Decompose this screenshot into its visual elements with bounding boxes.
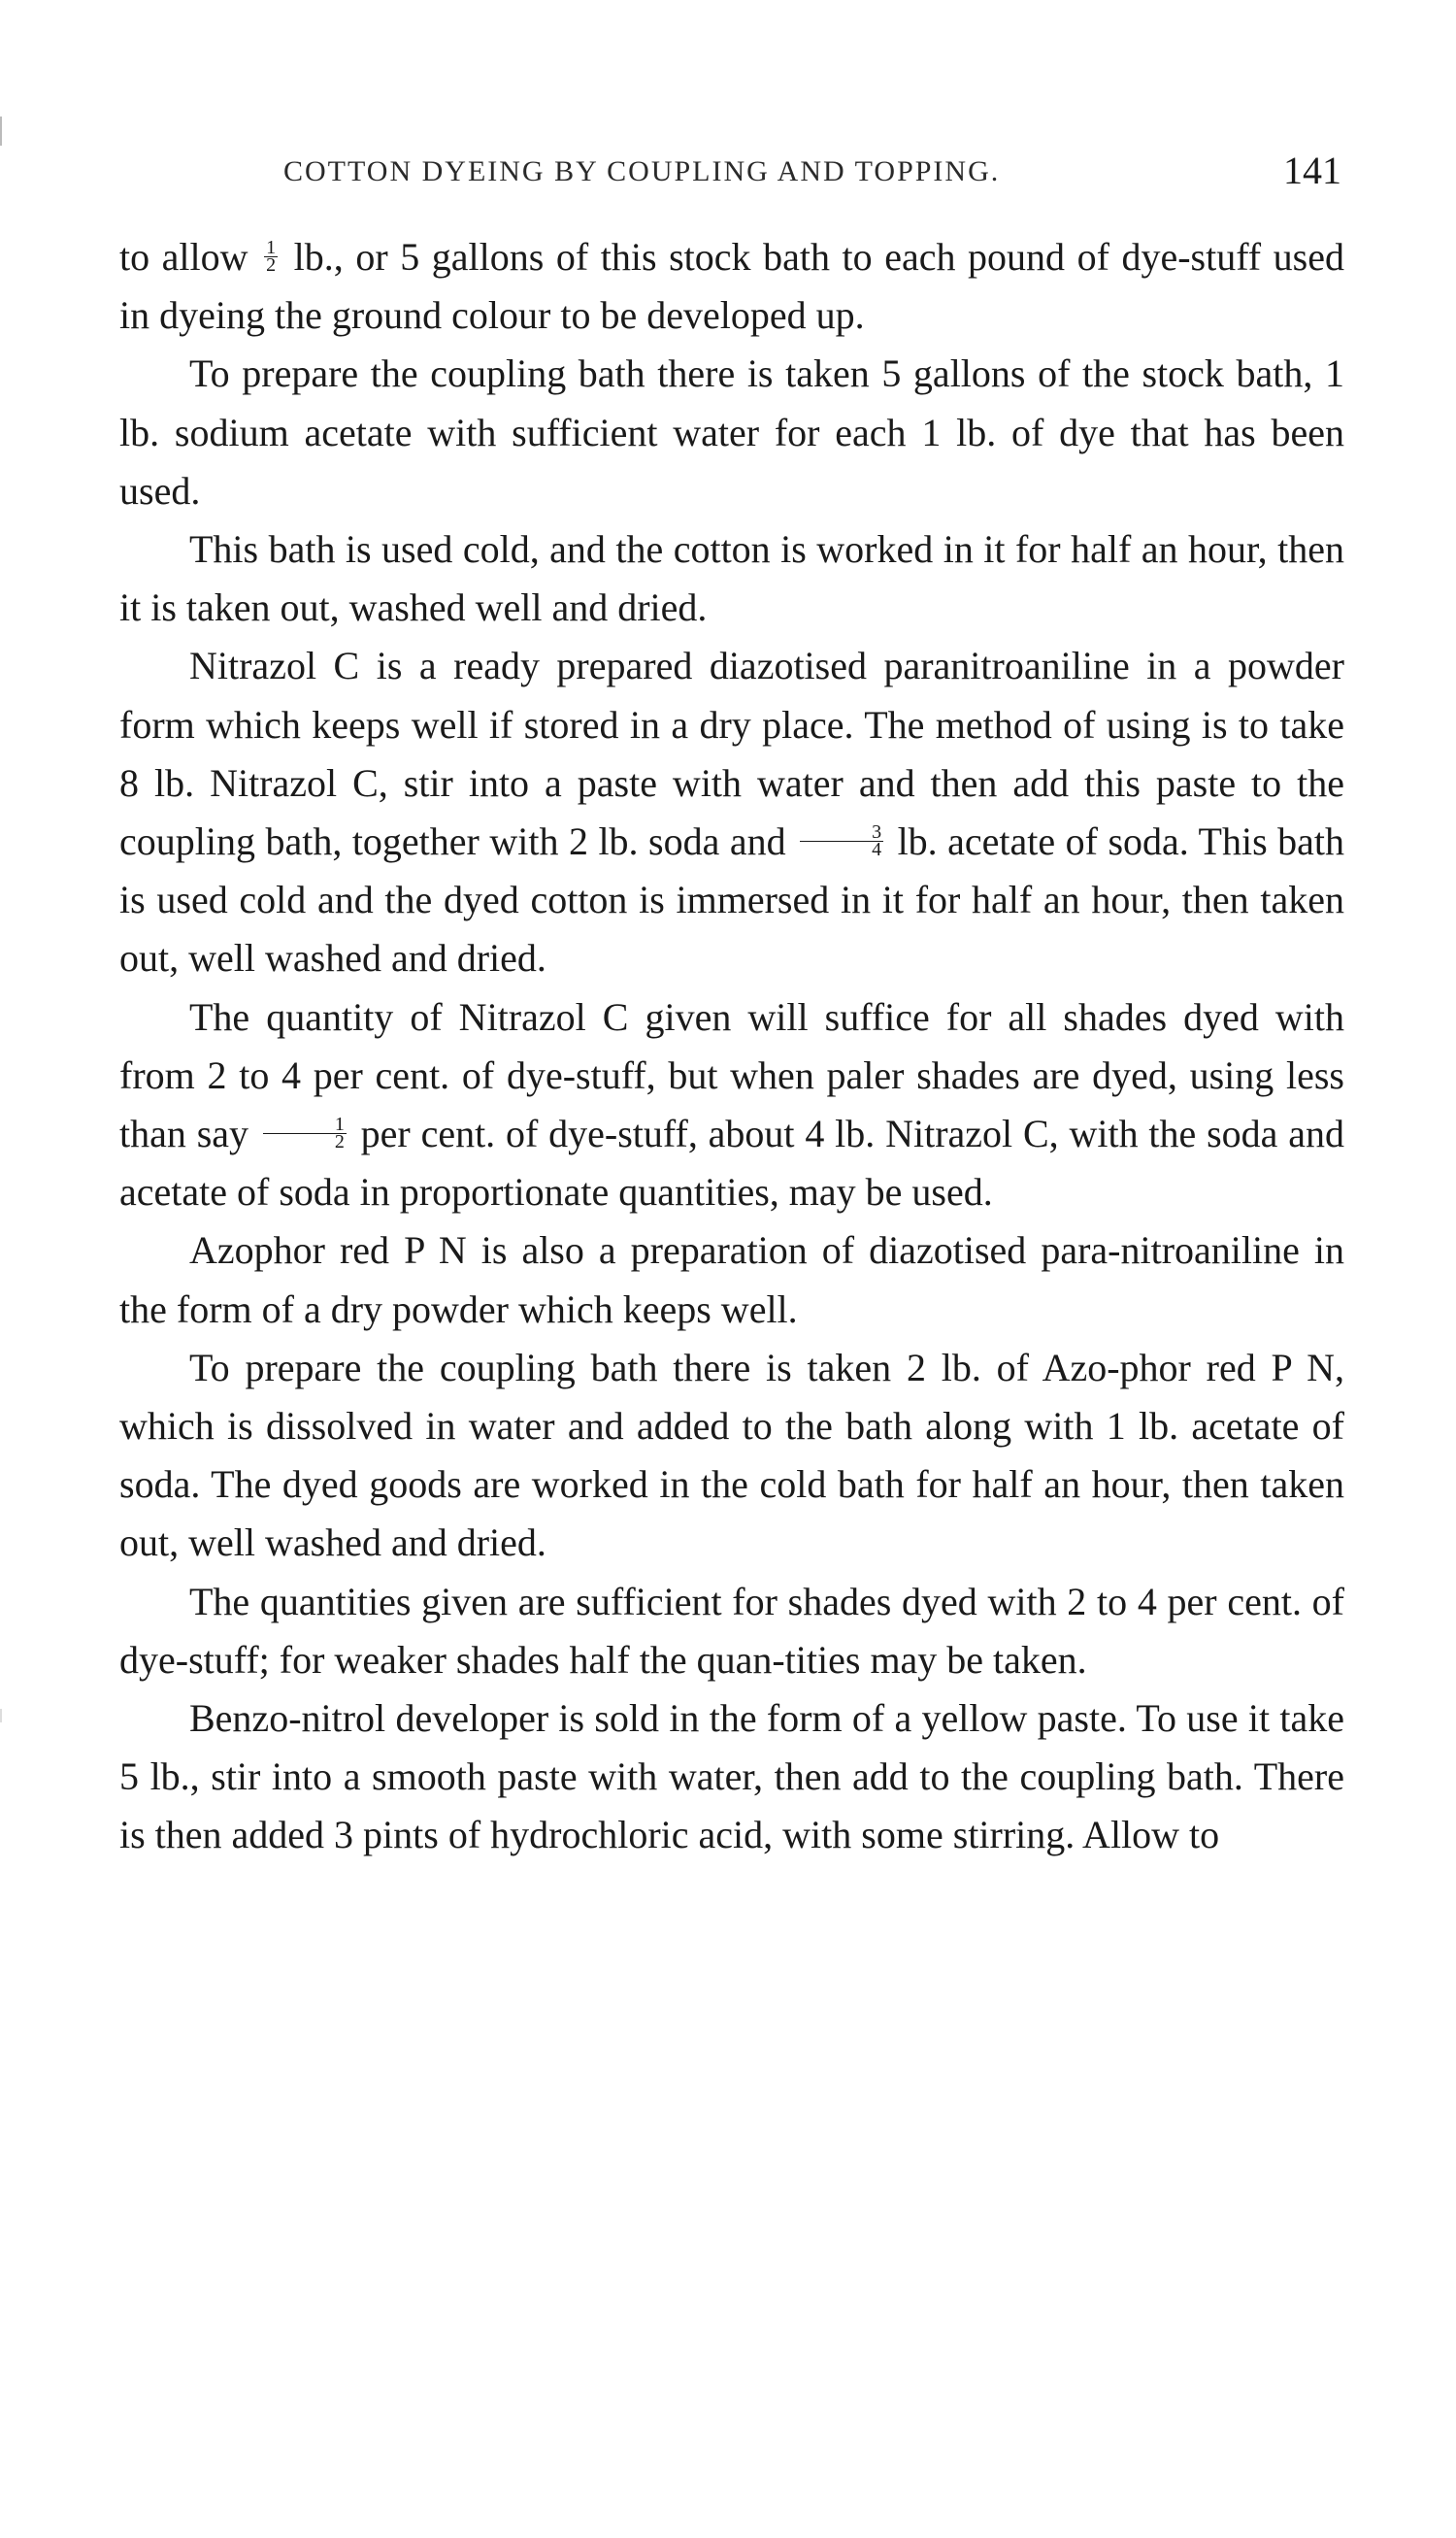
paragraph-text: per cent. of dye-stuff, about 4 lb. Nitrazol C, with the soda and acetate of soda in proportionate quantities, may be used.: [119, 1112, 1344, 1215]
paragraph: [119, 1689, 1344, 1865]
paragraph: [119, 1221, 1344, 1338]
fraction-numerator: 3: [800, 824, 883, 842]
fraction-denominator: 2: [266, 254, 277, 277]
scan-edge-mark: [0, 1709, 2, 1722]
page-number: 141: [1283, 149, 1341, 192]
paragraph: [119, 1339, 1344, 1573]
paragraph: [119, 1573, 1344, 1689]
paragraph-text: Nitrazol C is a ready prepared diazotised paranitroaniline in a powder form which keeps well if stored in a dry place. The method of using is to take 8 lb. Nitrazol C, stir into a paste with water and then add this paste to the coupling bath, together with 2 lb. soda and: [119, 644, 1344, 864]
paragraph-text: Azophor red P N is also a preparation of diazotised para-nitroaniline in the form of a dry powder which keeps well.: [119, 1228, 1344, 1331]
paragraph-text: This bath is used cold, and the cotton is worked in it for half an hour, then it is taken out, washed well and dried.: [119, 527, 1344, 630]
paragraph: [119, 637, 1344, 987]
paragraph-text: Benzo-nitrol developer is sold in the form of a yellow paste. To use it take 5 lb., stir into a smooth paste with water, then add to the coupling bath. There is then added 3 pints of hydrochloric acid, with some stirring. Allow to: [119, 1696, 1344, 1857]
fraction-denominator: 4: [872, 839, 882, 861]
paragraph-text: The quantities given are sufficient for shades dyed with 2 to 4 per cent. of dye-stuff; for weaker shades half the quan-tities may be taken.: [119, 1579, 1344, 1682]
fraction: [264, 237, 278, 277]
fraction: [263, 1114, 347, 1153]
paragraph: [119, 520, 1344, 637]
paragraph-text: To prepare the coupling bath there is taken 5 gallons of the stock bath, 1 lb. sodium acetate with sufficient water for each 1 lb. of dye that has been used.: [119, 351, 1344, 513]
scan-edge-mark: [0, 117, 2, 146]
running-head: [283, 148, 1341, 196]
fraction-numerator: 1: [263, 1117, 347, 1134]
paragraph-text: to allow: [119, 235, 261, 279]
body-text: [119, 228, 1344, 1865]
fraction-denominator: 2: [334, 1131, 345, 1153]
paragraph-text: lb., or 5 gallons of this stock bath to each pound of dye-stuff used in dyeing the ground colour to be developed up.: [119, 235, 1344, 338]
paragraph: [119, 228, 1344, 345]
paragraph: [119, 345, 1344, 520]
paragraph-text: The quantity of Nitrazol C given will suffice for all shades dyed with from 2 to 4 per cent. of dye-stuff, but when paler shades are dyed, using less than say: [119, 994, 1344, 1156]
running-title: COTTON DYEING BY COUPLING AND TOPPING.: [283, 155, 1001, 187]
paragraph-text: To prepare the coupling bath there is taken 2 lb. of Azo-phor red P N, which is dissolved in water and added to the bath along with 1 lb. acetate of soda. The dyed goods are worked in the cold bath for half an hour, then taken out, well washed and dried.: [119, 1345, 1344, 1565]
paragraph-text: lb. acetate of soda. This bath is used cold and the dyed cotton is immersed in it for half an hour, then taken out, well washed and dried.: [119, 819, 1344, 981]
fraction-numerator: 1: [266, 237, 277, 259]
paragraph: [119, 988, 1344, 1222]
fraction: [800, 821, 883, 861]
